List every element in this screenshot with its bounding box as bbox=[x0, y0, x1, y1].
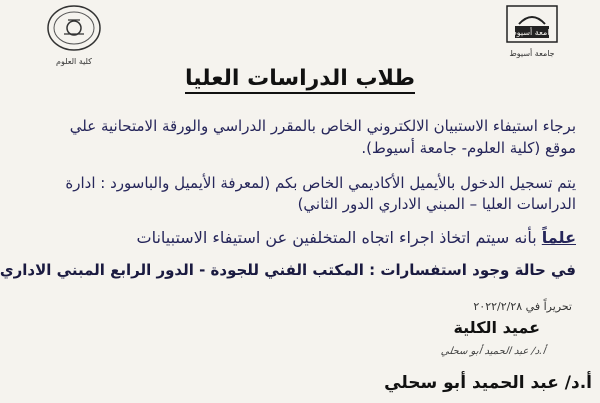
issue-date: تحريراً في ٢٠٢٢/٢/٢٨ bbox=[473, 300, 572, 313]
university-logo-caption: جامعة أسيوط bbox=[509, 49, 555, 58]
paragraph-1-line-2: موقع (كلية العلوم- جامعة أسيوط). bbox=[361, 139, 576, 157]
university-logo bbox=[502, 4, 562, 58]
paragraph-1-line-1: برجاء استيفاء الاستبيان الالكتروني الخاص بالمقرر الدراسي والورقة الامتحانية علي bbox=[69, 117, 576, 135]
faculty-emblem-icon bbox=[46, 4, 102, 52]
paragraph-3-rest: بأنه سيتم اتخاذ اجراء اتجاه المتخلفين عن استيفاء الاستبيانات bbox=[136, 228, 542, 247]
page-title-text: طلاب الدراسات العليا bbox=[185, 66, 415, 94]
inquiries-line: في حالة وجود استفسارات : المكتب الفني للجودة - الدور الرابع المبني الاداري bbox=[0, 261, 576, 279]
paragraph-3 bbox=[137, 227, 576, 248]
page-title bbox=[0, 66, 600, 94]
dean-name: أ.د/ عبد الحميد أبو سحلي bbox=[384, 373, 592, 393]
university-emblem-icon bbox=[505, 4, 559, 44]
paragraph-2-line-1: يتم تسجيل الدخول بالأيميل الأكاديمي الخاص بكم (لمعرفة الأيميل والباسورد : ادارة bbox=[65, 174, 576, 192]
svg-text:جامعة أسيوط: جامعة أسيوط bbox=[509, 28, 555, 37]
handwritten-signature: أ.د/ عبد الحميد أبو سحلي bbox=[439, 346, 546, 357]
faculty-logo bbox=[40, 4, 108, 66]
paragraph-3-lead: علماً bbox=[541, 228, 576, 247]
faculty-logo-caption: كلية العلوم bbox=[56, 57, 92, 66]
dean-title: عميد الكلية bbox=[453, 318, 540, 337]
paragraph-2-line-2: الدراسات العليا – المبني الاداري الدور الثاني) bbox=[297, 195, 576, 213]
